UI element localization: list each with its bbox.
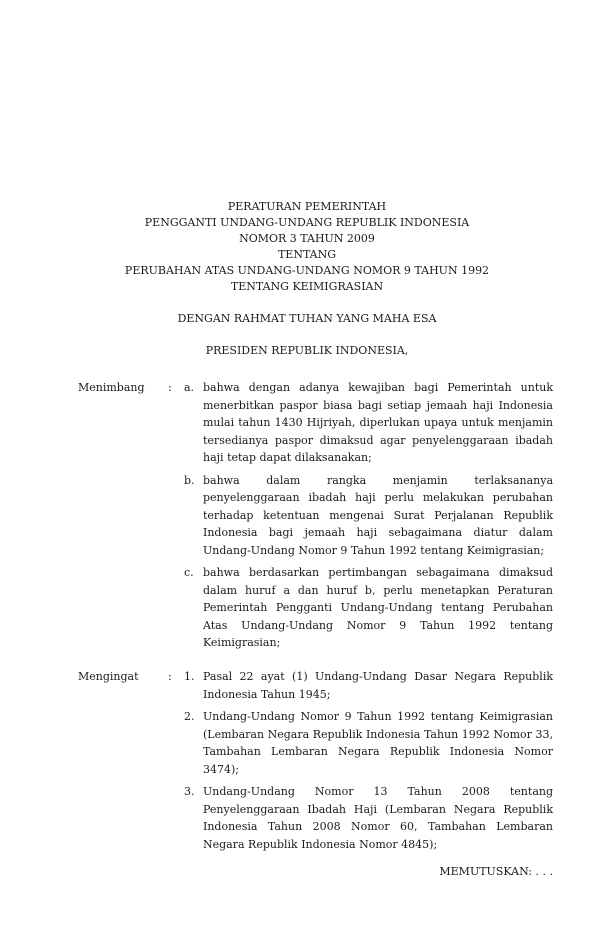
item-text: Undang-Undang Nomor 9 Tahun 1992 tentang Keimigrasian (Lembaran Negara Republik Indonesia Tahun 1992 Nomor 33, Tambahan Lembaran Negara Republik Indonesia Nomor 3474); [203, 710, 553, 776]
item-marker: 3. [184, 785, 195, 798]
menimbang-item-a [184, 379, 554, 467]
invocation-line: DENGAN RAHMAT TUHAN YANG MAHA ESA [177, 312, 437, 325]
menimbang-items [184, 379, 554, 652]
mengingat-items [184, 668, 554, 853]
title-line-2: PENGGANTI UNDANG-UNDANG REPUBLIK INDONESIA [144, 216, 470, 229]
mengingat-item-2 [184, 708, 554, 778]
menimbang-colon: : [168, 381, 172, 394]
mengingat-label: Mengingat [78, 670, 139, 683]
authority-line: PRESIDEN REPUBLIK INDONESIA, [205, 344, 409, 357]
title-line-4: TENTANG [277, 248, 337, 261]
item-text: Undang-Undang Nomor 13 Tahun 2008 tentang Penyelenggaraan Ibadah Haji (Lembaran Negara Republik Indonesia Tahun 2008 Nomor 60, Tambahan Lembaran Negara Republik Indonesia Nomor 4845); [203, 785, 553, 851]
item-marker: a. [184, 381, 195, 394]
item-marker: c. [184, 566, 194, 579]
item-marker: b. [184, 473, 195, 487]
item-marker: 2. [184, 710, 195, 723]
title-line-5: PERUBAHAN ATAS UNDANG-UNDANG NOMOR 9 TAHUN 1992 [124, 264, 490, 277]
mengingat-item-1 [184, 668, 554, 703]
menimbang-item-b [184, 472, 554, 560]
title-line-6: TENTANG KEIMIGRASIAN [230, 280, 384, 293]
item-text: Pasal 22 ayat (1) Undang-Undang Dasar Negara Republik Indonesia Tahun 1945; [203, 670, 553, 701]
document-header [58, 199, 556, 359]
mengingat-section [78, 668, 554, 853]
item-marker: 1. [184, 670, 195, 683]
mengingat-item-3 [184, 783, 554, 853]
menimbang-item-c [184, 564, 554, 652]
title-line-3: NOMOR 3 TAHUN 2009 [239, 232, 375, 245]
item-text: bahwa dengan adanya kewajiban bagi Pemerintah untuk menerbitkan paspor biasa bagi setiap jemaah haji Indonesia mulai tahun 1430 Hijriyah, diperlukan upaya untuk menjamin tersedianya paspor dimaksud agar penyelenggaraan ibadah haji tetap dapat dilaksanakan; [203, 381, 553, 464]
memutuskan-continuation: MEMUTUSKAN: . . . [439, 865, 553, 878]
menimbang-label: Menimbang [78, 381, 145, 394]
mengingat-colon: : [168, 670, 172, 683]
title-line-1: PERATURAN PEMERINTAH [227, 200, 387, 213]
item-text: bahwa dalam rangka menjamin terlaksananya penyelenggaraan ibadah haji perlu melakukan perubahan terhadap ketentuan mengenai Surat Perjalanan Republik Indonesia bagi jemaah haji sebagaimana diatur dalam Undang-Undang Nomor 9 Tahun 1992 tentang Keimigrasian; [203, 473, 553, 557]
menimbang-section [78, 379, 554, 652]
item-text: bahwa berdasarkan pertimbangan sebagaimana dimaksud dalam huruf a dan huruf b, perlu menetapkan Peraturan Pemerintah Pengganti Undang-Undang tentang Perubahan Atas Undang-Undang Nomor 9 Tahun 1992 tentang Keimigrasian; [203, 566, 553, 649]
